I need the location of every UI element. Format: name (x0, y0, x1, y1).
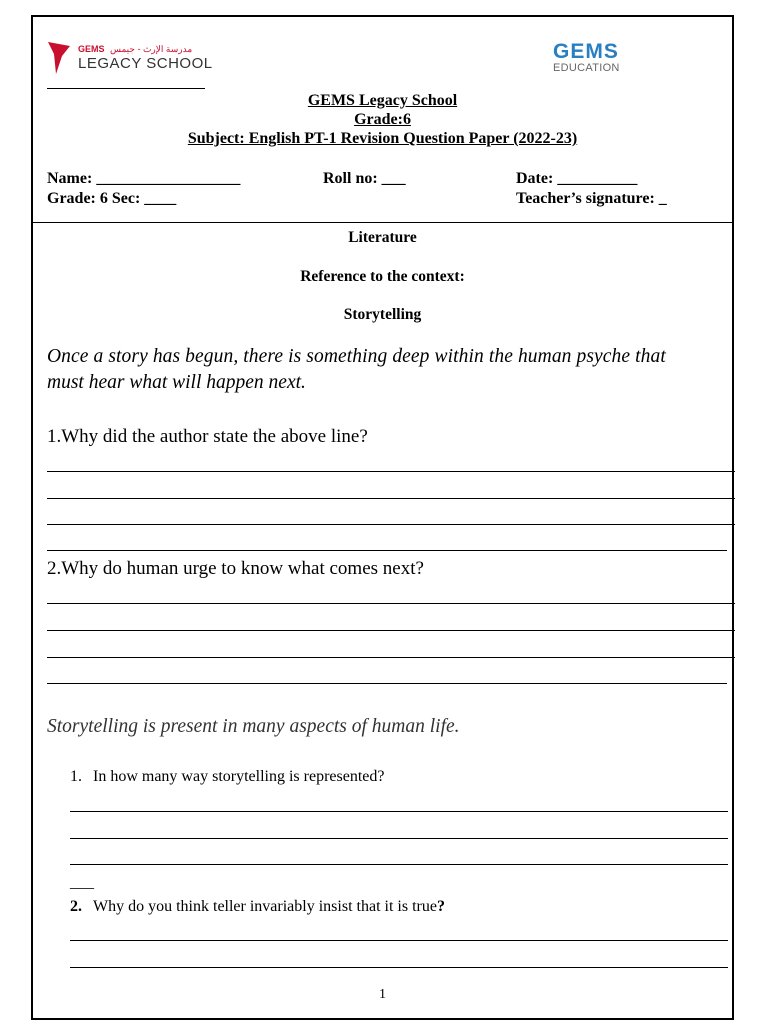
answer-line[interactable] (70, 864, 728, 865)
teacher-signature-field: Teacher’s signature: _ (516, 190, 667, 207)
name-field: Name: __________________ (47, 170, 241, 187)
logo-underline (47, 88, 205, 89)
page-border (31, 15, 734, 1020)
section-reference: Reference to the context: (300, 268, 465, 285)
answer-line[interactable] (70, 811, 728, 812)
question-b2-mark: ? (436, 898, 445, 915)
answer-line[interactable] (47, 524, 735, 525)
logo-brand-text: GEMS (78, 44, 105, 54)
answer-line[interactable] (47, 498, 735, 499)
passage-1-line-1: Once a story has begun, there is something deep within the human psyche that (47, 346, 666, 367)
answer-line[interactable] (47, 603, 735, 604)
subject-title: Subject: English PT-1 Revision Question Paper (2022-23) (187, 130, 578, 147)
trailing-blank: ___ (70, 874, 94, 891)
question-b2 (93, 898, 445, 916)
section-literature: Literature (348, 229, 417, 246)
grade-sec-field: Grade: 6 Sec: ____ (47, 190, 177, 207)
answer-line[interactable] (47, 683, 727, 684)
answer-line[interactable] (47, 471, 735, 472)
answer-line[interactable] (47, 550, 727, 551)
roll-field: Roll no: ___ (323, 170, 406, 187)
question-b2-text: Why do you think teller invariably insist that it is true (93, 898, 437, 915)
gems-education-subtext: EDUCATION (553, 62, 620, 74)
gems-education-logo: GEMS (553, 40, 619, 63)
logo-school-name: LEGACY SCHOOL (78, 55, 213, 72)
header-divider (31, 222, 734, 223)
page-number: 1 (379, 987, 386, 1002)
date-field: Date: __________ (516, 170, 638, 187)
section-storytelling: Storytelling (343, 306, 422, 323)
answer-line[interactable] (47, 630, 735, 631)
passage-1-line-2: must hear what will happen next. (47, 372, 306, 393)
answer-line[interactable] (70, 838, 728, 839)
answer-line[interactable] (70, 967, 728, 968)
question-b2-number: 2. (70, 898, 82, 915)
grade-title: Grade:6 (354, 111, 411, 128)
question-a2: 2.Why do human urge to know what comes next? (47, 558, 424, 579)
question-a1: 1.Why did the author state the above line? (47, 426, 368, 447)
school-title: GEMS Legacy School (307, 92, 458, 109)
gems-legacy-logo-icon (48, 42, 70, 74)
question-b1: In how many way storytelling is represented? (93, 768, 385, 785)
answer-line[interactable] (47, 657, 735, 658)
question-b1-number: 1. (70, 768, 82, 785)
logo-arabic-text: مدرسة الإرث - جيمس (110, 44, 193, 54)
passage-2: Storytelling is present in many aspects of human life. (47, 716, 460, 737)
answer-line[interactable] (70, 940, 728, 941)
